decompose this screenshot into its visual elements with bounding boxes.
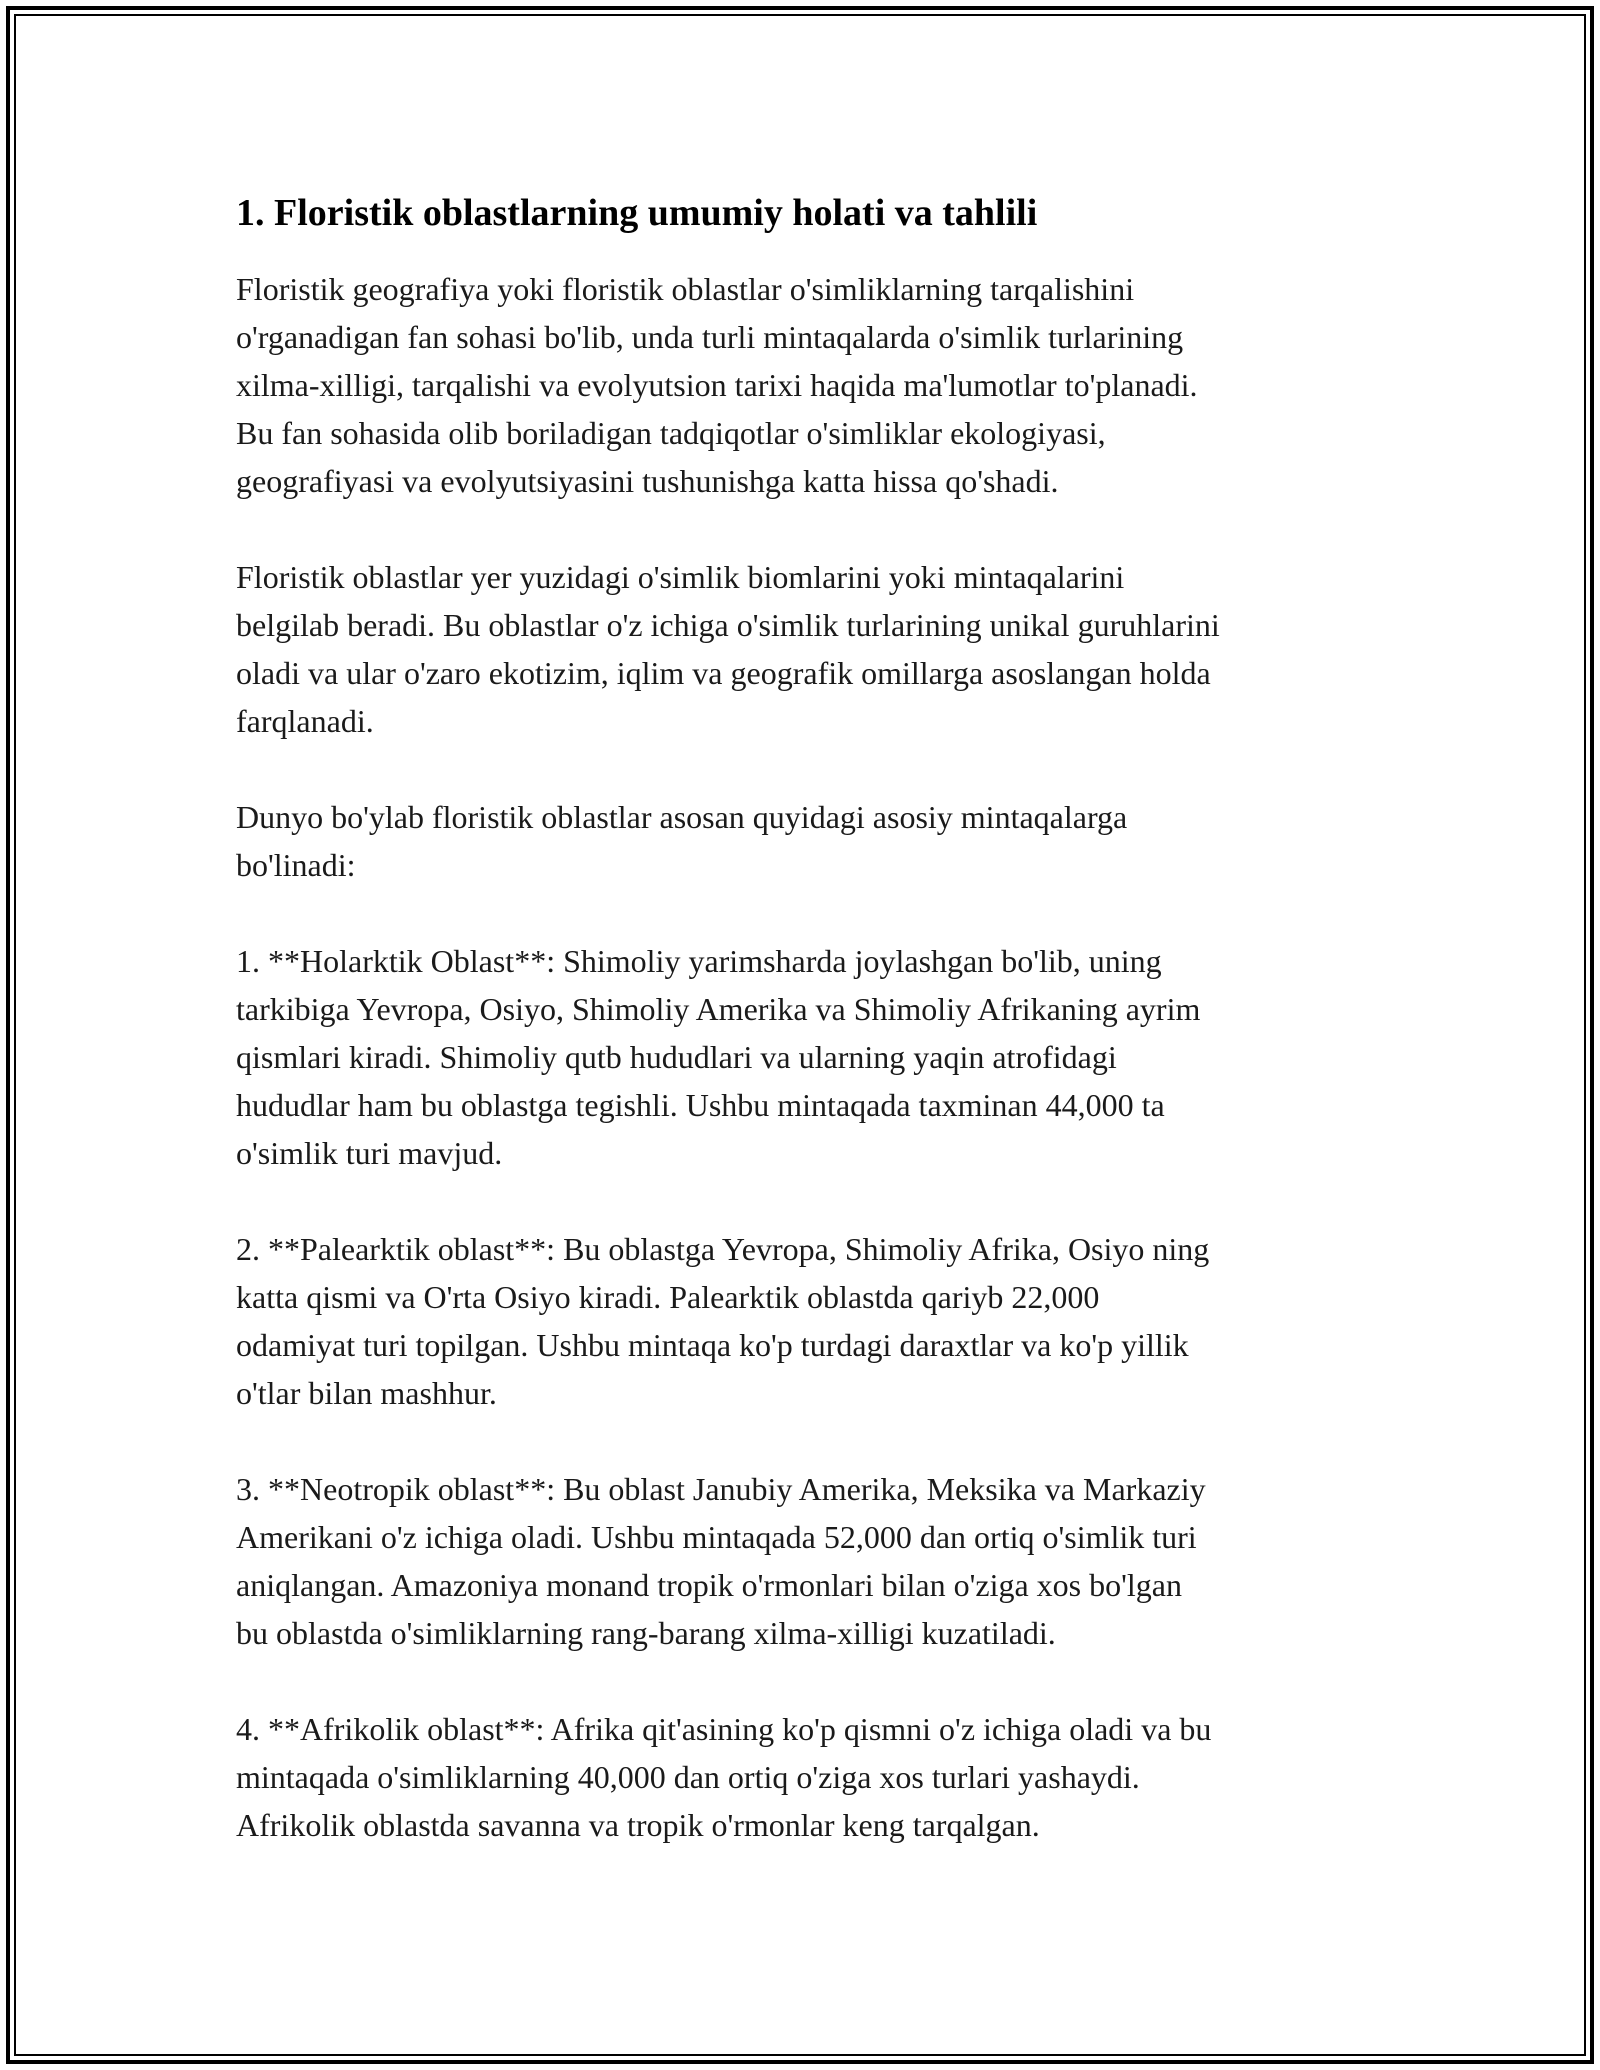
list-item-neotropik: 3. **Neotropik oblast**: Bu oblast Janubiy Amerika, Meksika va Markaziy Amerikani o'z ichiga oladi. Ushbu mintaqada 52,000 dan ortiq o'simlik turi aniqlangan. Amazoniya monand tropik o'rmonlari bilan o'ziga xos bo'lgan bu oblastda o'simliklarning rang-barang xilma-xilligi kuzatiladi. — [236, 1471, 1206, 1651]
section-heading: 1. Floristik oblastlarning umumiy holati va tahlili — [236, 192, 1038, 234]
paragraph-list-intro: Dunyo bo'ylab floristik oblastlar asosan quyidagi asosiy mintaqalarga bo'linadi: — [236, 799, 1128, 883]
list-item-afrikolik: 4. **Afrikolik oblast**: Afrika qit'asining ko'p qismni o'z ichiga oladi va bu mintaqada o'simliklarning 40,000 dan ortiq o'ziga xos turlari yashaydi. Afrikolik oblastda savanna va tropik o'rmonlar keng tarqalgan. — [236, 1711, 1212, 1843]
list-item-holarktik: 1. **Holarktik Oblast**: Shimoliy yarimsharda joylashgan bo'lib, uning tarkibiga Yevropa, Osiyo, Shimoliy Amerika va Shimoliy Afrikaning ayrim qismlari kiradi. Shimoliy qutb hududlari va ularning yaqin atrofidagi hududlar ham bu oblastga tegishli. Ushbu mintaqada taxminan 44,000 ta o'simlik turi mavjud. — [236, 943, 1201, 1171]
paragraph-definition: Floristik oblastlar yer yuzidagi o'simlik biomlarini yoki mintaqalarini belgilab beradi. Bu oblastlar o'z ichiga o'simlik turlarining unikal guruhlarini oladi va ular o'zaro ekotizim, iqlim va geografik omillarga asoslangan holda farqlanadi. — [236, 559, 1220, 739]
document-body — [236, 185, 1376, 1849]
list-item-palearktik: 2. **Palearktik oblast**: Bu oblastga Yevropa, Shimoliy Afrika, Osiyo ning katta qismi va O'rta Osiyo kiradi. Palearktik oblastda qariyb 22,000 odamiyat turi topilgan. Ushbu mintaqa ko'p turdagi daraxtlar va ko'p yillik o'tlar bilan mashhur. — [236, 1231, 1210, 1411]
paragraph-intro: Floristik geografiya yoki floristik oblastlar o'simliklarning tarqalishini o'rganadigan fan sohasi bo'lib, unda turli mintaqalarda o'simlik turlarining xilma-xilligi, tarqalishi va evolyutsion tarixi haqida ma'lumotlar to'planadi. Bu fan sohasida olib boriladigan tadqiqotlar o'simliklar ekologiyasi, geografiyasi va evolyutsiyasini tushunishga katta hissa qo'shadi. — [236, 271, 1198, 499]
